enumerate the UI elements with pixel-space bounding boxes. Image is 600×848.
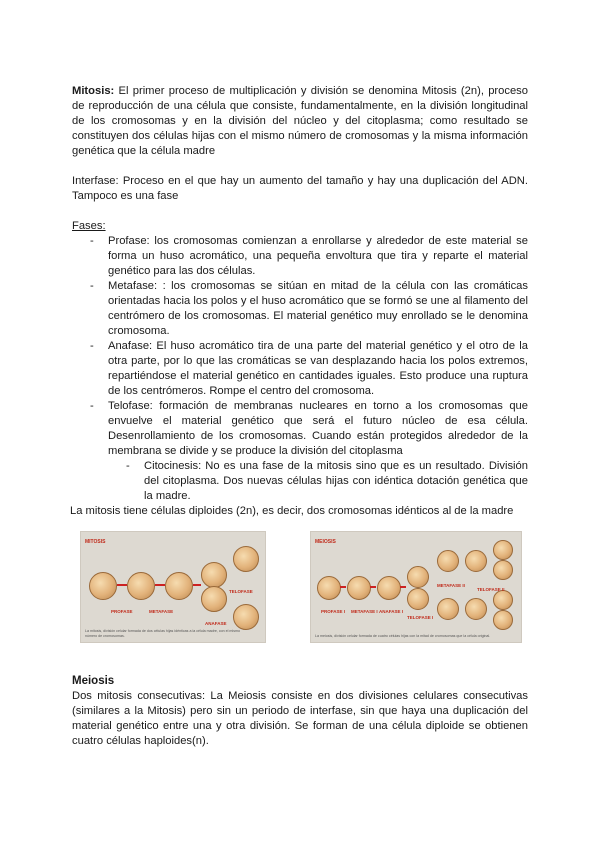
cell-icon: [127, 572, 155, 600]
cell-icon: [407, 588, 429, 610]
phase-label: ANAFASE: [205, 621, 227, 626]
meiosis-diagram-caption: La meiosis, división celular formada de cuatro células hijas con la mitad de cromosomas que la célula original.: [315, 634, 491, 638]
cell-icon: [165, 572, 193, 600]
arrow-icon: [400, 586, 406, 588]
cell-icon: [233, 604, 259, 630]
arrow-icon: [155, 584, 165, 586]
fases-list: [72, 234, 528, 504]
cell-icon: [89, 572, 117, 600]
mitosis-diagram: [80, 531, 266, 643]
cell-icon: [201, 586, 227, 612]
meiosis-paragraph: Dos mitosis consecutivas: La Meiosis consiste en dos divisiones celulares consecutivas (similares a la Mitosis) pero sin un periodo de interfase, sin que haya una duplicación del material genético entre una y otra división. Se forman de una célula diploide se obtienen cuatro células haploides(n).: [72, 690, 528, 747]
phase-label: METAFASE I: [351, 609, 378, 614]
arrow-icon: [370, 586, 376, 588]
arrow-icon: [117, 584, 127, 586]
phase-label: TELOFASE II: [477, 587, 505, 592]
telofase-text: Telofase: formación de membranas nucleares en torno a los cromosomas que envuelve el material genético que será el futuro núcleo de esa célula. Desenrollamiento de los cromosomas. Cuando están protegidos alrededor de la membrana se divide y se produce la división del citoplasma: [108, 400, 528, 457]
meiosis-diagram: [310, 531, 522, 643]
cell-icon: [465, 550, 487, 572]
document-page: [72, 84, 528, 749]
phase-label: PROFASE: [111, 609, 133, 614]
phase-label: METAFASE: [149, 609, 174, 614]
list-item-citocinesis: - Citocinesis: No es una fase de la mitosis sino que es un resultado. División del citoplasma. Dos nuevas células hijas con idéntica dotación genética que la madre.: [108, 459, 528, 504]
mitosis-title: Mitosis:: [72, 85, 115, 97]
phase-label: TELOFASE I: [407, 615, 434, 620]
cell-icon: [493, 540, 513, 560]
cell-icon: [201, 562, 227, 588]
cell-icon: [437, 598, 459, 620]
phase-label: PROFASE I: [321, 609, 346, 614]
figures-row: [72, 531, 528, 646]
cell-icon: [465, 598, 487, 620]
list-item-telofase: [72, 399, 528, 504]
cell-icon: [407, 566, 429, 588]
cell-icon: [347, 576, 371, 600]
list-item-metafase: - Metafase: : los cromosomas se sitúan en mitad de la célula con las cromáticas orientadas hacia los polos y el huso acromático que se formó se une al filamento del centrómero de los cromosomas. El material genético muy enrollado se le denomina cromosoma.: [72, 279, 528, 339]
arrow-icon: [193, 584, 201, 586]
list-item-anafase: - Anafase: El huso acromático tira de una parte del material genético y el otro de la otra parte, por lo que las cromáticas se van desplazando hacia los polos extremos, repartiéndose el material genético en cantidades iguales. Esto produce una ruptura de los centrómeros. Rompe el centro del cromosoma.: [72, 339, 528, 399]
cell-icon: [493, 560, 513, 580]
list-item-profase: - Profase: los cromosomas comienzan a enrollarse y alrededor de este material se forma un huso acromático, una pequeña envoltura que tira y reparte el material genético para las dos células.: [72, 234, 528, 279]
cell-icon: [437, 550, 459, 572]
mitosis-diagram-tag: MITOSIS: [85, 539, 106, 545]
mitosis-intro: El primer proceso de multiplicación y división se denomina Mitosis (2n), proceso de reproducción de una célula que consiste, fundamentalmente, en la división longitudinal de los cromosomas y en la división del núcleo y del citoplasma; como resultado se constituyen dos células hijas con el mismo número de cromosomas y la misma información genética que la célula madre: [72, 85, 528, 157]
meiosis-diagram-tag: MEIOSIS: [315, 539, 336, 545]
cell-icon: [317, 576, 341, 600]
phase-label: TELOFASE: [229, 589, 253, 594]
cell-icon: [493, 610, 513, 630]
cell-icon: [377, 576, 401, 600]
cell-icon: [233, 546, 259, 572]
mitosis-diagram-caption: La mitosis, división celular formada de dos células hijas idénticas a la célula madre, con el mismo número de cromosomas.: [85, 629, 241, 638]
meiosis-title: Meiosis: [72, 675, 115, 687]
mitosis-paragraph: [72, 84, 528, 159]
phase-label: ANAFASE I: [379, 609, 404, 614]
phase-label: METAFASE II: [437, 583, 465, 588]
interfase-paragraph: Interfase: Proceso en el que hay un aumento del tamaño y hay una duplicación del ADN. Tampoco es una fase: [72, 175, 528, 202]
fases-title: Fases:: [72, 220, 106, 232]
arrow-icon: [340, 586, 346, 588]
telofase-sublist: [108, 459, 528, 504]
mitosis-conclusion: La mitosis tiene células diploides (2n), es decir, dos cromosomas idénticos al de la madre: [70, 505, 514, 517]
